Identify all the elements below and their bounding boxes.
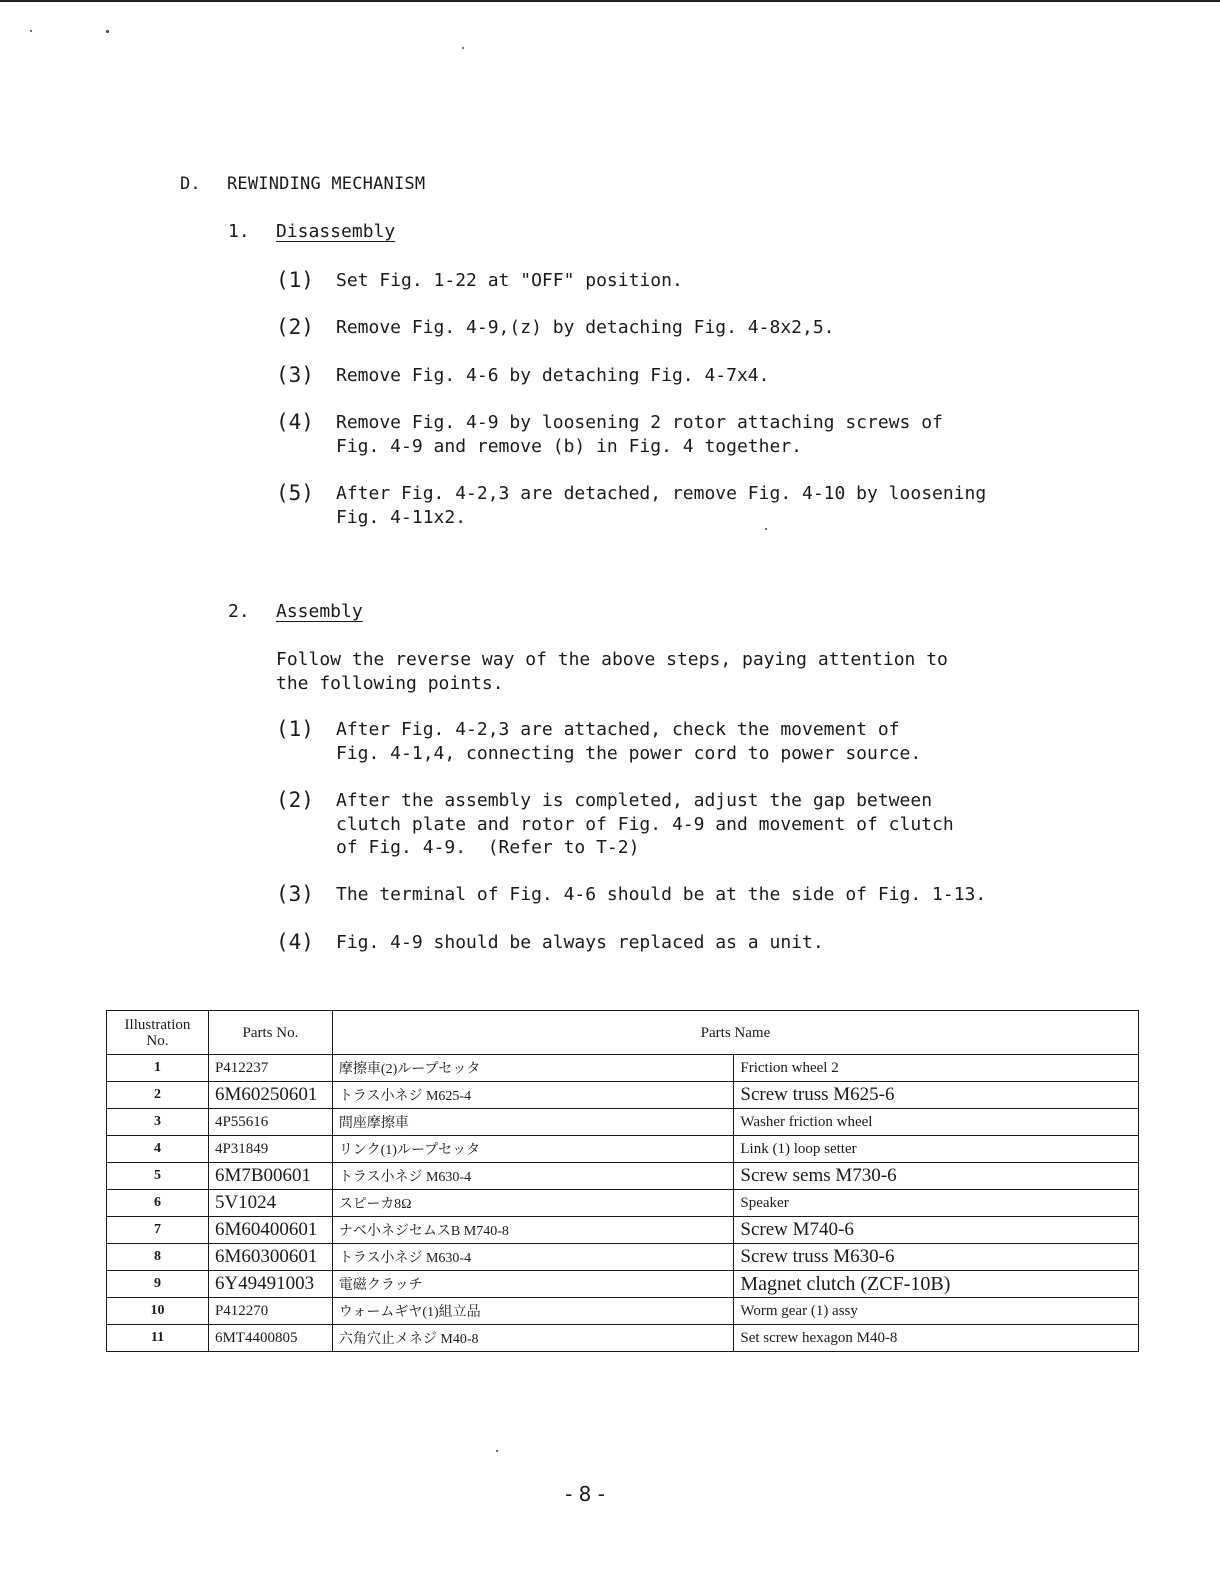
- header-illustration-line-1: Illustration: [124, 1016, 191, 1033]
- step-number: (1): [276, 268, 314, 292]
- section-title: REWINDING MECHANISM: [227, 174, 426, 194]
- cell-japanese-name: 間座摩擦車: [332, 1109, 733, 1136]
- step-text-line-1: After Fig. 4-2,3 are detached, remove Fig. 4-10 by loosening: [336, 483, 987, 504]
- cell-english-name: Screw sems M730-6: [734, 1163, 1139, 1190]
- cell-english-name: Screw truss M630-6: [734, 1244, 1139, 1271]
- assembly-heading: [228, 601, 363, 622]
- cell-japanese-name: リンク(1)ループセッタ: [332, 1136, 733, 1163]
- step-text: Remove Fig. 4-9,(z) by detaching Fig. 4-8x2,5.: [336, 317, 835, 338]
- page-number: - 8 -: [565, 1482, 605, 1506]
- table-row: [107, 1163, 1139, 1190]
- cell-parts-no: 6M60400601: [208, 1217, 332, 1244]
- cell-illustration-no: 5: [107, 1163, 209, 1190]
- cell-english-name: Speaker: [734, 1190, 1139, 1217]
- cell-english-name: Worm gear (1) assy: [734, 1298, 1139, 1325]
- table-row: [107, 1136, 1139, 1163]
- step-number: (4): [276, 930, 314, 954]
- disassembly-title: Disassembly: [276, 221, 396, 242]
- cell-illustration-no: 9: [107, 1271, 209, 1298]
- cell-illustration-no: 2: [107, 1082, 209, 1109]
- step-text-line-1: After the assembly is completed, adjust the gap between: [336, 790, 933, 811]
- scan-speck: [462, 47, 464, 49]
- cell-english-name: Screw truss M625-6: [734, 1082, 1139, 1109]
- table-row: [107, 1325, 1139, 1352]
- assembly-number: 2.: [228, 601, 250, 622]
- table-row: [107, 1244, 1139, 1271]
- step-number: (3): [276, 882, 314, 906]
- table-row: [107, 1298, 1139, 1325]
- step-number: (2): [276, 315, 314, 339]
- cell-japanese-name: 電磁クラッチ: [332, 1271, 733, 1298]
- cell-illustration-no: 1: [107, 1055, 209, 1082]
- cell-parts-no: 6M60300601: [208, 1244, 332, 1271]
- step-number: (3): [276, 363, 314, 387]
- cell-english-name: Screw M740-6: [734, 1217, 1139, 1244]
- step-number: (5): [276, 481, 314, 505]
- step-text-line-2: Fig. 4-9 and remove (b) in Fig. 4 together.: [336, 436, 802, 457]
- cell-parts-no: 4P31849: [208, 1136, 332, 1163]
- step-text-line-2: Fig. 4-1,4, connecting the power cord to power source.: [336, 743, 922, 764]
- cell-japanese-name: トラス小ネジ M630-4: [332, 1244, 733, 1271]
- header-parts-no: Parts No.: [208, 1011, 332, 1055]
- scan-speck: [30, 30, 32, 32]
- cell-parts-no: P412270: [208, 1298, 332, 1325]
- step-number: (4): [276, 410, 314, 434]
- cell-parts-no: 5V1024: [208, 1190, 332, 1217]
- step-text: The terminal of Fig. 4-6 should be at the side of Fig. 1-13.: [336, 884, 987, 905]
- table-row: [107, 1190, 1139, 1217]
- cell-english-name: Friction wheel 2: [734, 1055, 1139, 1082]
- step-text-line-1: After Fig. 4-2,3 are attached, check the movement of: [336, 719, 900, 740]
- scan-speck: [106, 30, 109, 33]
- cell-parts-no: 4P55616: [208, 1109, 332, 1136]
- cell-english-name: Washer friction wheel: [734, 1109, 1139, 1136]
- cell-parts-no: 6M7B00601: [208, 1163, 332, 1190]
- cell-illustration-no: 6: [107, 1190, 209, 1217]
- cell-illustration-no: 8: [107, 1244, 209, 1271]
- assembly-intro-line-1: Follow the reverse way of the above steps, paying attention to: [276, 649, 948, 670]
- step-text-line-3: of Fig. 4-9. (Refer to T-2): [336, 837, 640, 858]
- table-header-row: [107, 1011, 1139, 1055]
- step-text: Fig. 4-9 should be always replaced as a unit.: [336, 932, 824, 953]
- parts-table: [106, 1010, 1139, 1352]
- step-text-line-2: Fig. 4-11x2.: [336, 507, 467, 528]
- step-text: Set Fig. 1-22 at "OFF" position.: [336, 270, 683, 291]
- cell-parts-no: 6MT4400805: [208, 1325, 332, 1352]
- scan-speck: [765, 528, 767, 530]
- header-illustration-line-2: No.: [146, 1032, 169, 1049]
- disassembly-heading: [228, 221, 395, 242]
- scan-speck: [496, 1450, 498, 1452]
- cell-japanese-name: トラス小ネジ M630-4: [332, 1163, 733, 1190]
- cell-parts-no: 6M60250601: [208, 1082, 332, 1109]
- step-number: (1): [276, 717, 314, 741]
- header-parts-name: Parts Name: [332, 1011, 1138, 1055]
- cell-japanese-name: スピーカ8Ω: [332, 1190, 733, 1217]
- cell-japanese-name: 摩擦車(2)ループセッタ: [332, 1055, 733, 1082]
- cell-english-name: Link (1) loop setter: [734, 1136, 1139, 1163]
- table-row: [107, 1271, 1139, 1298]
- assembly-intro: [276, 648, 948, 696]
- cell-illustration-no: 11: [107, 1325, 209, 1352]
- cell-parts-no: 6Y49491003: [208, 1271, 332, 1298]
- step-text: Remove Fig. 4-6 by detaching Fig. 4-7x4.: [336, 365, 770, 386]
- cell-illustration-no: 4: [107, 1136, 209, 1163]
- table-row: [107, 1055, 1139, 1082]
- cell-illustration-no: 7: [107, 1217, 209, 1244]
- table-row: [107, 1217, 1139, 1244]
- assembly-intro-line-2: the following points.: [276, 673, 504, 694]
- assembly-title: Assembly: [276, 601, 363, 622]
- cell-english-name: Magnet clutch (ZCF-10B): [734, 1271, 1139, 1298]
- cell-japanese-name: 六角穴止メネジ M40-8: [332, 1325, 733, 1352]
- cell-japanese-name: ウォームギヤ(1)組立品: [332, 1298, 733, 1325]
- section-letter: D.: [180, 174, 201, 194]
- cell-japanese-name: トラス小ネジ M625-4: [332, 1082, 733, 1109]
- table-row: [107, 1082, 1139, 1109]
- cell-illustration-no: 3: [107, 1109, 209, 1136]
- cell-english-name: Set screw hexagon M40-8: [734, 1325, 1139, 1352]
- table-row: [107, 1109, 1139, 1136]
- cell-parts-no: P412237: [208, 1055, 332, 1082]
- step-text-line-2: clutch plate and rotor of Fig. 4-9 and movement of clutch: [336, 814, 954, 835]
- header-illustration-no: [107, 1011, 209, 1055]
- step-number: (2): [276, 788, 314, 812]
- section-heading: [180, 174, 425, 194]
- step-text-line-1: Remove Fig. 4-9 by loosening 2 rotor attaching screws of: [336, 412, 943, 433]
- top-border-line: [0, 0, 1220, 2]
- cell-japanese-name: ナベ小ネジセムスB M740-8: [332, 1217, 733, 1244]
- cell-illustration-no: 10: [107, 1298, 209, 1325]
- disassembly-number: 1.: [228, 221, 250, 242]
